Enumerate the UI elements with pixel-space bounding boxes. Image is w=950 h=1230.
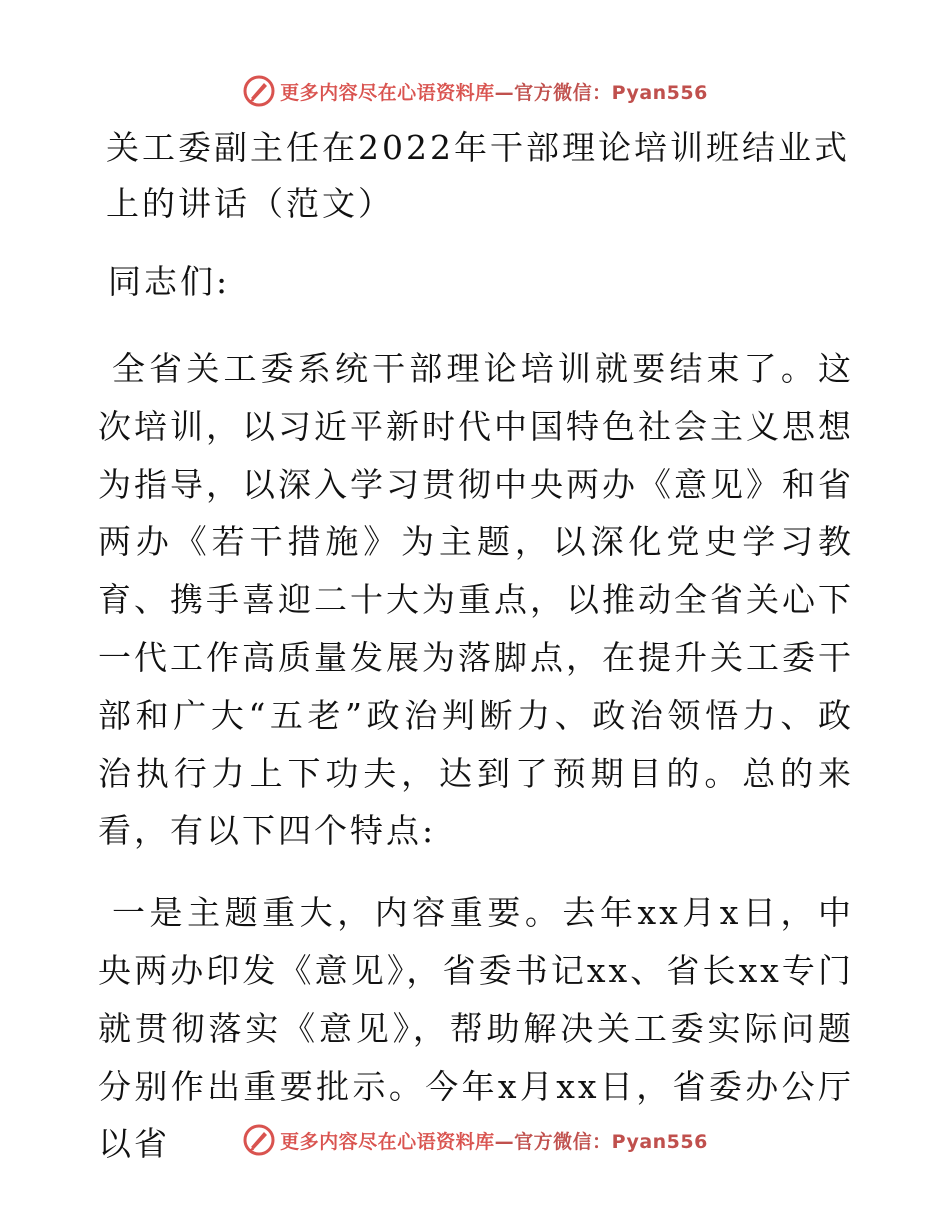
watermark-header [0,71,950,111]
document-title: 关工委副主任在2022年干部理论培训班结业式上的讲话（范文） [106,128,850,223]
watermark-footer [0,1120,950,1160]
paragraph-point-one: 一是主题重大，内容重要。去年xx月x日，中央两办印发《意见》，省委书记xx、省长xx专门就贯彻落实《意见》，帮助解决关工委实际问题分别作出重要批示。今年x月xx日，省委办公厅以省 [98,893,854,1164]
brush-logo-icon [242,74,276,108]
watermark-text: 更多内容尽在心语资料库—官方微信：Pyan556 [280,1130,708,1153]
greeting: 同志们: [108,262,231,301]
paragraph-intro: 全省关工委系统干部理论培训就要结束了。这次培训，以习近平新时代中国特色社会主义思想为指导，以深入学习贯彻中央两办《意见》和省两办《若干措施》为主题，以深化党史学习教育、携手喜迎二十大为重点，以推动全省关心下一代工作高质量发展为落脚点，在提升关工委干部和广大“五老”政治判断力、政治领悟力、政治执行力上下功夫，达到了预期目的。总的来看，有以下四个特点: [98,349,854,851]
document-body [98,120,854,1173]
watermark-text: 更多内容尽在心语资料库—官方微信：Pyan556 [280,81,708,104]
brush-logo-icon [242,1123,276,1157]
